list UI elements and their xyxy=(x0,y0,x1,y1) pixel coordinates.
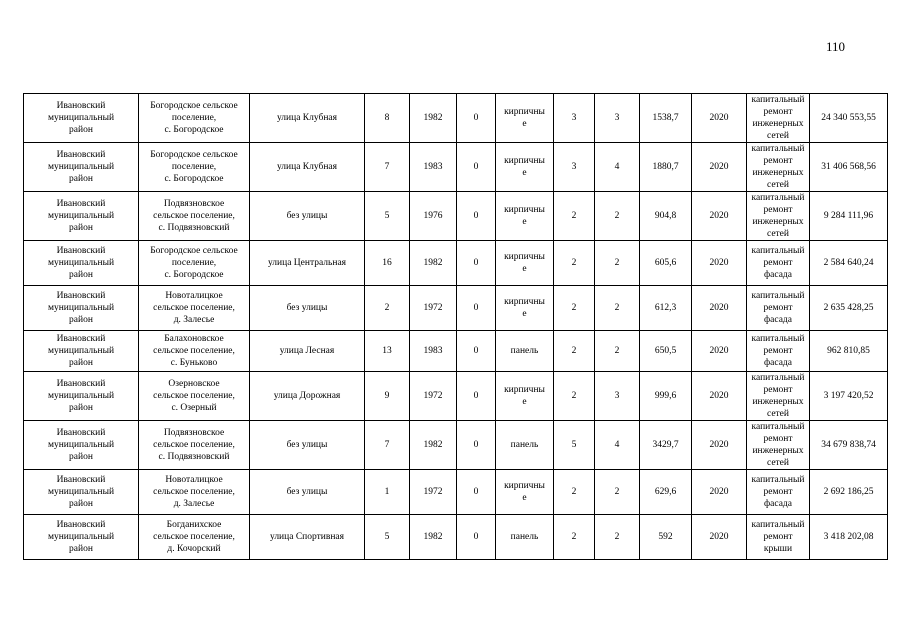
district-line: муниципальный xyxy=(47,532,115,542)
settlement-line: сельское поселение, xyxy=(153,211,235,221)
area-cell: 612,3 xyxy=(640,286,692,331)
street-cell: без улицы xyxy=(250,421,365,470)
work-type-line: сетей xyxy=(766,180,789,190)
table-row xyxy=(24,470,888,515)
district-cell xyxy=(24,192,139,241)
settlement-line: поселение, xyxy=(171,113,217,123)
wall-material-cell xyxy=(496,241,554,286)
floors-cell: 2 xyxy=(554,192,595,241)
zero-value-cell: 0 xyxy=(457,515,496,560)
wall-material-cell xyxy=(496,331,554,372)
district-cell xyxy=(24,331,139,372)
wall-material-line: кирпичны xyxy=(504,156,545,166)
work-type-line: ремонт xyxy=(763,532,793,542)
floors-cell: 2 xyxy=(554,372,595,421)
house-number-cell: 7 xyxy=(365,421,410,470)
work-type-cell xyxy=(747,192,810,241)
district-line: муниципальный xyxy=(47,487,115,497)
wall-material-line: е xyxy=(522,309,527,319)
wall-material-line: е xyxy=(522,168,527,178)
work-type-cell xyxy=(747,241,810,286)
cost-cell: 3 197 420,52 xyxy=(810,372,888,421)
entrances-cell: 2 xyxy=(595,470,640,515)
year-built-cell: 1972 xyxy=(410,470,457,515)
district-line: Ивановский xyxy=(56,246,106,256)
district-line: Ивановский xyxy=(56,475,106,485)
cost-cell: 2 692 186,25 xyxy=(810,470,888,515)
district-line: район xyxy=(69,544,93,554)
wall-material-line: панель xyxy=(510,440,539,450)
zero-value-cell: 0 xyxy=(457,286,496,331)
floors-cell: 3 xyxy=(554,143,595,192)
buildings-table xyxy=(23,93,888,560)
wall-material-line: панель xyxy=(510,532,539,542)
work-type-cell xyxy=(747,515,810,560)
work-type-line: фасада xyxy=(764,499,792,509)
wall-material-line: е xyxy=(522,493,527,503)
district-line: Ивановский xyxy=(56,379,106,389)
wall-material-cell xyxy=(496,372,554,421)
district-cell xyxy=(24,515,139,560)
settlement-line: с. Подвязновский xyxy=(158,223,230,233)
entrances-cell: 2 xyxy=(595,515,640,560)
work-type-cell xyxy=(747,470,810,515)
settlement-line: сельское поселение, xyxy=(153,346,235,356)
settlement-line: Новоталицкое xyxy=(165,291,223,301)
district-line: район xyxy=(69,452,93,462)
work-type-line: капитальный xyxy=(751,334,805,344)
floors-cell: 2 xyxy=(554,241,595,286)
street-cell: улица Клубная xyxy=(250,94,365,143)
district-line: Ивановский xyxy=(56,428,106,438)
wall-material-cell xyxy=(496,286,554,331)
house-number-cell: 5 xyxy=(365,515,410,560)
work-type-line: сетей xyxy=(766,409,789,419)
work-type-line: сетей xyxy=(766,458,789,468)
plan-year-cell: 2020 xyxy=(692,143,747,192)
settlement-line: сельское поселение, xyxy=(153,440,235,450)
district-line: район xyxy=(69,403,93,413)
district-line: район xyxy=(69,223,93,233)
work-type-line: капитальный xyxy=(751,520,805,530)
floors-cell: 2 xyxy=(554,515,595,560)
district-line: муниципальный xyxy=(47,162,115,172)
work-type-cell xyxy=(747,94,810,143)
settlement-line: сельское поселение, xyxy=(153,391,235,401)
wall-material-cell xyxy=(496,143,554,192)
year-built-cell: 1982 xyxy=(410,241,457,286)
zero-value-cell: 0 xyxy=(457,143,496,192)
wall-material-line: е xyxy=(522,397,527,407)
house-number-cell: 9 xyxy=(365,372,410,421)
work-type-cell xyxy=(747,421,810,470)
cost-cell: 962 810,85 xyxy=(810,331,888,372)
district-line: Ивановский xyxy=(56,150,106,160)
table-row xyxy=(24,331,888,372)
floors-cell: 2 xyxy=(554,470,595,515)
work-type-line: инженерных xyxy=(752,397,804,407)
work-type-line: фасада xyxy=(764,270,792,280)
floors-cell: 2 xyxy=(554,286,595,331)
cost-cell: 9 284 111,96 xyxy=(810,192,888,241)
district-cell xyxy=(24,143,139,192)
district-line: Ивановский xyxy=(56,520,106,530)
plan-year-cell: 2020 xyxy=(692,331,747,372)
settlement-cell xyxy=(139,143,250,192)
settlement-line: с. Буньково xyxy=(170,358,218,368)
wall-material-cell xyxy=(496,470,554,515)
plan-year-cell: 2020 xyxy=(692,421,747,470)
district-line: муниципальный xyxy=(47,440,115,450)
floors-cell: 2 xyxy=(554,331,595,372)
entrances-cell: 2 xyxy=(595,241,640,286)
zero-value-cell: 0 xyxy=(457,192,496,241)
district-line: район xyxy=(69,270,93,280)
settlement-cell xyxy=(139,192,250,241)
settlement-line: сельское поселение, xyxy=(153,532,235,542)
district-line: Ивановский xyxy=(56,101,106,111)
district-line: район xyxy=(69,315,93,325)
year-built-cell: 1983 xyxy=(410,143,457,192)
street-cell: улица Лесная xyxy=(250,331,365,372)
street-cell: улица Дорожная xyxy=(250,372,365,421)
wall-material-line: кирпичны xyxy=(504,205,545,215)
wall-material-line: кирпичны xyxy=(504,481,545,491)
plan-year-cell: 2020 xyxy=(692,470,747,515)
settlement-line: с. Богородское xyxy=(164,270,224,280)
settlement-line: Озерновское xyxy=(168,379,220,389)
house-number-cell: 5 xyxy=(365,192,410,241)
settlement-cell xyxy=(139,241,250,286)
cost-cell: 24 340 553,55 xyxy=(810,94,888,143)
settlement-line: Балахоновское xyxy=(164,334,224,344)
house-number-cell: 16 xyxy=(365,241,410,286)
wall-material-line: кирпичны xyxy=(504,385,545,395)
street-cell: без улицы xyxy=(250,192,365,241)
settlement-line: д. Залесье xyxy=(173,315,215,325)
table-row xyxy=(24,372,888,421)
cost-cell: 2 635 428,25 xyxy=(810,286,888,331)
house-number-cell: 2 xyxy=(365,286,410,331)
district-line: муниципальный xyxy=(47,391,115,401)
work-type-line: ремонт xyxy=(763,434,793,444)
entrances-cell: 2 xyxy=(595,192,640,241)
house-number-cell: 7 xyxy=(365,143,410,192)
area-cell: 650,5 xyxy=(640,331,692,372)
entrances-cell: 2 xyxy=(595,286,640,331)
floors-cell: 5 xyxy=(554,421,595,470)
area-cell: 605,6 xyxy=(640,241,692,286)
work-type-line: ремонт xyxy=(763,385,793,395)
cost-cell: 31 406 568,56 xyxy=(810,143,888,192)
wall-material-cell xyxy=(496,94,554,143)
zero-value-cell: 0 xyxy=(457,241,496,286)
settlement-cell xyxy=(139,94,250,143)
wall-material-line: е xyxy=(522,264,527,274)
settlement-line: поселение, xyxy=(171,162,217,172)
area-cell: 1880,7 xyxy=(640,143,692,192)
work-type-cell xyxy=(747,331,810,372)
wall-material-line: панель xyxy=(510,346,539,356)
wall-material-cell xyxy=(496,192,554,241)
street-cell: улица Центральная xyxy=(250,241,365,286)
settlement-line: с. Озерный xyxy=(171,403,217,413)
street-cell: без улицы xyxy=(250,470,365,515)
wall-material-line: кирпичны xyxy=(504,297,545,307)
year-built-cell: 1983 xyxy=(410,331,457,372)
work-type-line: капитальный xyxy=(751,193,805,203)
settlement-line: сельское поселение, xyxy=(153,487,235,497)
work-type-line: ремонт xyxy=(763,303,793,313)
settlement-line: д. Залесье xyxy=(173,499,215,509)
work-type-line: капитальный xyxy=(751,291,805,301)
settlement-line: Богородское сельское xyxy=(150,101,238,111)
settlement-cell xyxy=(139,331,250,372)
street-cell: улица Клубная xyxy=(250,143,365,192)
table-row xyxy=(24,515,888,560)
district-line: муниципальный xyxy=(47,258,115,268)
cost-cell: 34 679 838,74 xyxy=(810,421,888,470)
settlement-line: Богданихское xyxy=(166,520,222,530)
area-cell: 629,6 xyxy=(640,470,692,515)
work-type-line: ремонт xyxy=(763,107,793,117)
house-number-cell: 8 xyxy=(365,94,410,143)
house-number-cell: 13 xyxy=(365,331,410,372)
settlement-cell xyxy=(139,372,250,421)
work-type-line: капитальный xyxy=(751,95,805,105)
settlement-line: Новоталицкое xyxy=(165,475,223,485)
work-type-line: ремонт xyxy=(763,258,793,268)
settlement-line: сельское поселение, xyxy=(153,303,235,313)
year-built-cell: 1976 xyxy=(410,192,457,241)
entrances-cell: 4 xyxy=(595,421,640,470)
year-built-cell: 1972 xyxy=(410,286,457,331)
area-cell: 1538,7 xyxy=(640,94,692,143)
wall-material-cell xyxy=(496,515,554,560)
district-cell xyxy=(24,470,139,515)
entrances-cell: 3 xyxy=(595,372,640,421)
settlement-line: Подвязновское xyxy=(163,199,225,209)
area-cell: 999,6 xyxy=(640,372,692,421)
cost-cell: 3 418 202,08 xyxy=(810,515,888,560)
work-type-line: капитальный xyxy=(751,422,805,432)
table-body xyxy=(24,94,888,560)
house-number-cell: 1 xyxy=(365,470,410,515)
work-type-line: инженерных xyxy=(752,217,804,227)
plan-year-cell: 2020 xyxy=(692,372,747,421)
district-line: район xyxy=(69,174,93,184)
district-line: Ивановский xyxy=(56,199,106,209)
work-type-line: ремонт xyxy=(763,487,793,497)
wall-material-line: кирпичны xyxy=(504,107,545,117)
street-cell: без улицы xyxy=(250,286,365,331)
settlement-line: с. Богородское xyxy=(164,174,224,184)
table-row xyxy=(24,286,888,331)
work-type-cell xyxy=(747,286,810,331)
entrances-cell: 2 xyxy=(595,331,640,372)
district-cell xyxy=(24,241,139,286)
district-cell xyxy=(24,372,139,421)
work-type-line: сетей xyxy=(766,131,789,141)
area-cell: 904,8 xyxy=(640,192,692,241)
work-type-line: крыши xyxy=(763,544,793,554)
zero-value-cell: 0 xyxy=(457,421,496,470)
settlement-line: Богородское сельское xyxy=(150,246,238,256)
settlement-line: с. Подвязновский xyxy=(158,452,230,462)
year-built-cell: 1972 xyxy=(410,372,457,421)
settlement-cell xyxy=(139,286,250,331)
settlement-cell xyxy=(139,470,250,515)
area-cell: 592 xyxy=(640,515,692,560)
settlement-cell xyxy=(139,515,250,560)
zero-value-cell: 0 xyxy=(457,331,496,372)
work-type-cell xyxy=(747,372,810,421)
work-type-line: инженерных xyxy=(752,446,804,456)
work-type-line: капитальный xyxy=(751,373,805,383)
district-line: Ивановский xyxy=(56,291,106,301)
work-type-cell xyxy=(747,143,810,192)
district-line: муниципальный xyxy=(47,211,115,221)
plan-year-cell: 2020 xyxy=(692,515,747,560)
plan-year-cell: 2020 xyxy=(692,286,747,331)
wall-material-cell xyxy=(496,421,554,470)
work-type-line: ремонт xyxy=(763,156,793,166)
year-built-cell: 1982 xyxy=(410,421,457,470)
work-type-line: фасада xyxy=(764,315,792,325)
work-type-line: капитальный xyxy=(751,246,805,256)
table-row xyxy=(24,421,888,470)
cost-cell: 2 584 640,24 xyxy=(810,241,888,286)
zero-value-cell: 0 xyxy=(457,470,496,515)
district-cell xyxy=(24,421,139,470)
table-row xyxy=(24,241,888,286)
plan-year-cell: 2020 xyxy=(692,192,747,241)
district-line: район xyxy=(69,125,93,135)
wall-material-line: е xyxy=(522,217,527,227)
table-row xyxy=(24,94,888,143)
table-row xyxy=(24,143,888,192)
zero-value-cell: 0 xyxy=(457,94,496,143)
plan-year-cell: 2020 xyxy=(692,94,747,143)
district-line: район xyxy=(69,499,93,509)
work-type-line: инженерных xyxy=(752,168,804,178)
settlement-line: Подвязновское xyxy=(163,428,225,438)
year-built-cell: 1982 xyxy=(410,515,457,560)
work-type-line: ремонт xyxy=(763,205,793,215)
settlement-cell xyxy=(139,421,250,470)
work-type-line: фасада xyxy=(764,358,792,368)
work-type-line: инженерных xyxy=(752,119,804,129)
district-line: Ивановский xyxy=(56,334,106,344)
area-cell: 3429,7 xyxy=(640,421,692,470)
zero-value-cell: 0 xyxy=(457,372,496,421)
settlement-line: с. Богородское xyxy=(164,125,224,135)
page-number: 110 xyxy=(826,39,846,54)
district-line: муниципальный xyxy=(47,346,115,356)
settlement-line: д. Кочорский xyxy=(167,544,221,554)
district-cell xyxy=(24,94,139,143)
entrances-cell: 3 xyxy=(595,94,640,143)
district-cell xyxy=(24,286,139,331)
entrances-cell: 4 xyxy=(595,143,640,192)
settlement-line: Богородское сельское xyxy=(150,150,238,160)
work-type-line: капитальный xyxy=(751,144,805,154)
settlement-line: поселение, xyxy=(171,258,217,268)
street-cell: улица Спортивная xyxy=(250,515,365,560)
work-type-line: ремонт xyxy=(763,346,793,356)
district-line: район xyxy=(69,358,93,368)
district-line: муниципальный xyxy=(47,303,115,313)
district-line: муниципальный xyxy=(47,113,115,123)
year-built-cell: 1982 xyxy=(410,94,457,143)
table-row xyxy=(24,192,888,241)
work-type-line: сетей xyxy=(766,229,789,239)
wall-material-line: кирпичны xyxy=(504,252,545,262)
wall-material-line: е xyxy=(522,119,527,129)
floors-cell: 3 xyxy=(554,94,595,143)
work-type-line: капитальный xyxy=(751,475,805,485)
plan-year-cell: 2020 xyxy=(692,241,747,286)
